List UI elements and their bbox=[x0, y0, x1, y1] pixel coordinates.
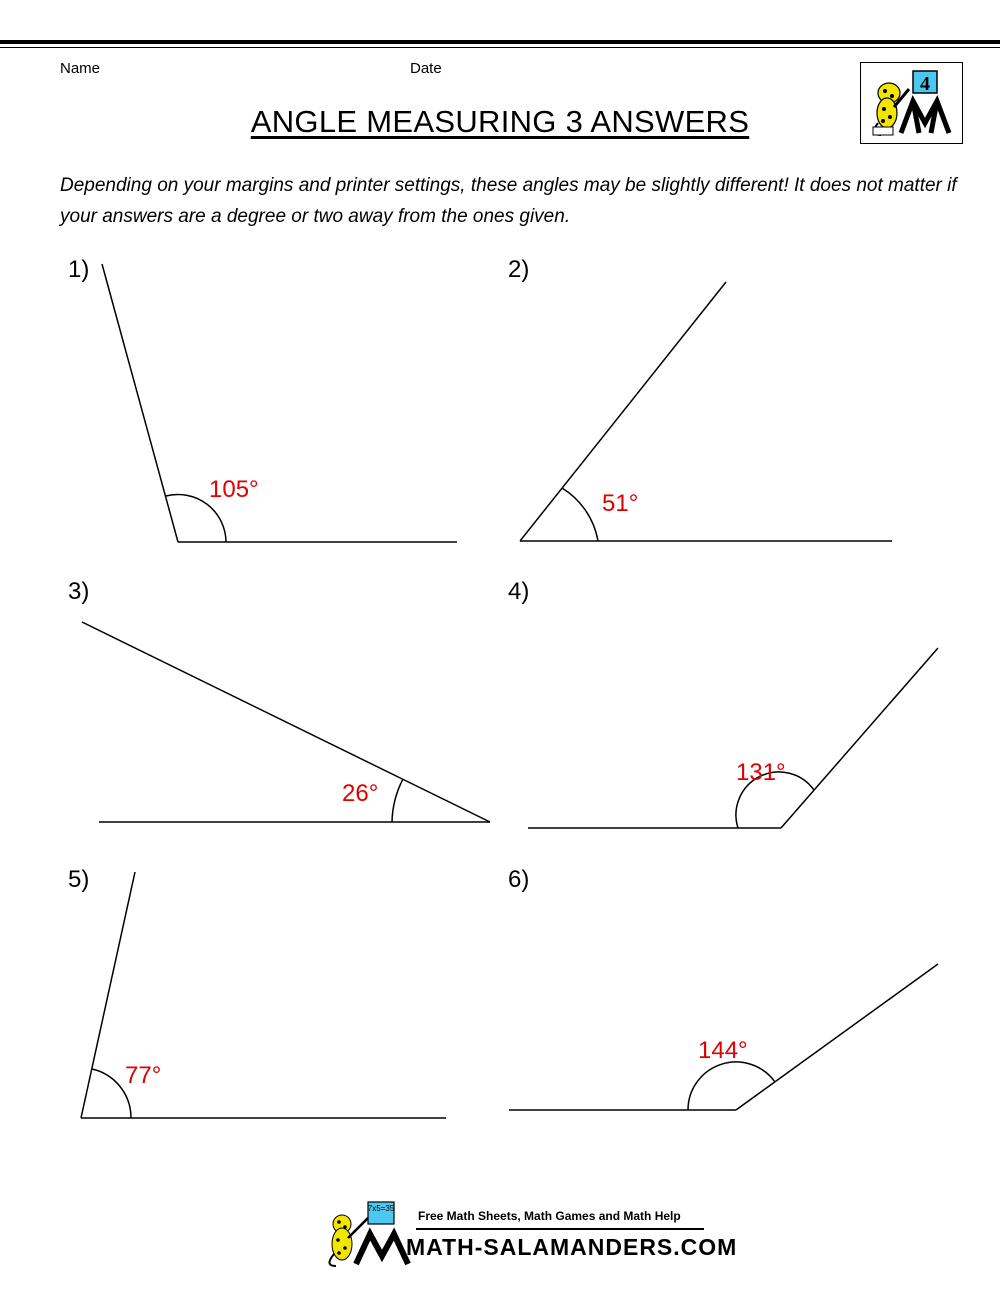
answer-label-3: 26° bbox=[342, 780, 379, 807]
question-number-3: 3) bbox=[68, 578, 90, 605]
question-number-5: 5) bbox=[68, 866, 90, 893]
footer-brand: MATH-SALAMANDERS.COM bbox=[406, 1234, 738, 1260]
answer-label-5: 77° bbox=[125, 1062, 162, 1089]
footer-tagline: Free Math Sheets, Math Games and Math Help bbox=[418, 1209, 681, 1223]
footer-logo bbox=[320, 1198, 738, 1270]
answer-label-4: 131° bbox=[736, 759, 786, 786]
answer-label-6: 144° bbox=[698, 1037, 748, 1064]
angle-1 bbox=[102, 264, 457, 542]
angle-2 bbox=[520, 282, 892, 541]
answer-label-2: 51° bbox=[602, 490, 639, 517]
angle-4 bbox=[528, 648, 938, 828]
question-number-4: 4) bbox=[508, 578, 530, 605]
question-number-1: 1) bbox=[68, 256, 90, 283]
page-title: ANGLE MEASURING 3 ANSWERS bbox=[250, 104, 750, 139]
answer-label-1: 105° bbox=[209, 476, 259, 503]
grade-number: 4 bbox=[920, 73, 930, 95]
date-label: Date bbox=[410, 60, 442, 77]
footer-rule bbox=[416, 1228, 704, 1230]
footer-sign-text: 7x5=35 bbox=[367, 1204, 395, 1213]
question-number-2: 2) bbox=[508, 256, 530, 283]
name-label: Name bbox=[60, 60, 101, 77]
question-number-6: 6) bbox=[508, 866, 530, 893]
angle-3 bbox=[82, 622, 490, 822]
salamander-footer-icon bbox=[320, 1198, 416, 1270]
instructions: Depending on your margins and printer settings, these angles may be slightly different! It does not matter if your answers are a degree or two away from the ones given. bbox=[60, 175, 957, 227]
